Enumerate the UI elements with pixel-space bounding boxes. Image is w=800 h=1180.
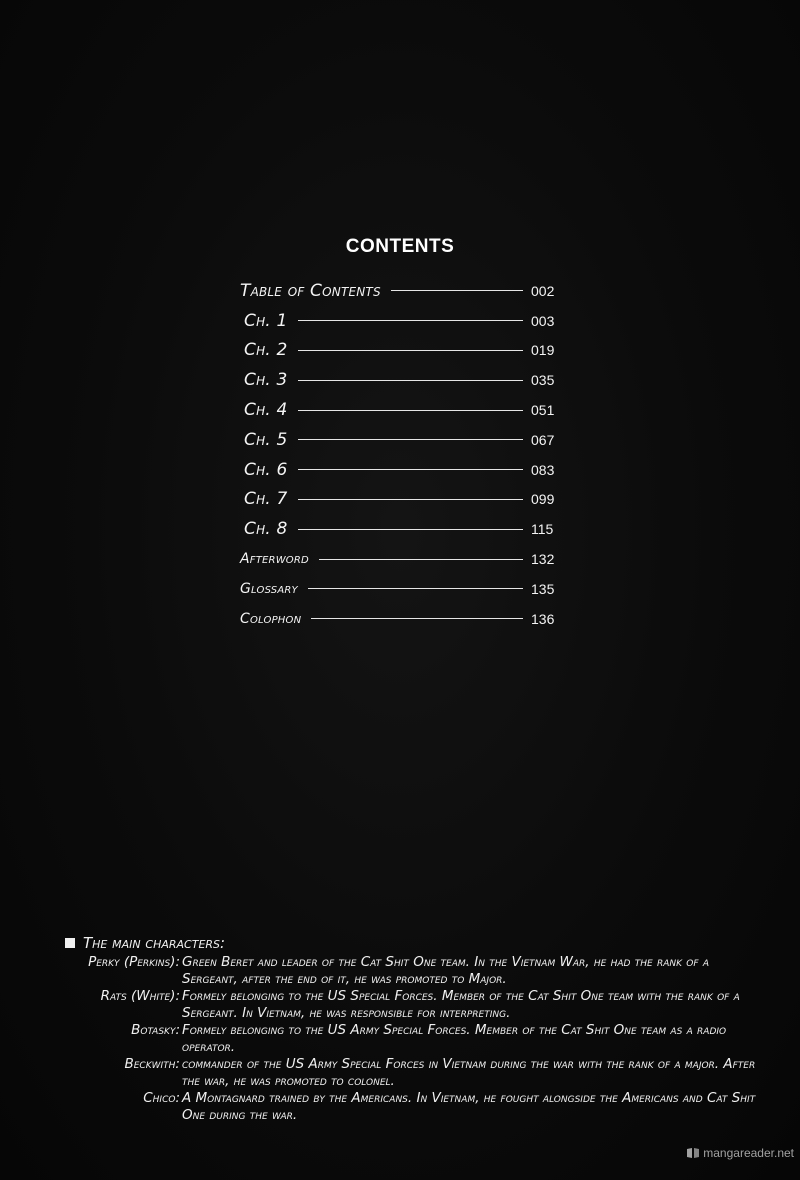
toc-entry-label: Ch. 2 (244, 340, 288, 361)
character-name: Rats (White): (100, 988, 180, 1004)
toc-entry-page: 051 (531, 402, 555, 419)
toc-entry-label: Ch. 3 (244, 370, 288, 391)
main-characters-section (60, 932, 780, 1124)
toc-leader-line (319, 559, 523, 560)
toc-leader-line (298, 380, 523, 381)
character-description: Formely belonging to the US Army Special Forces. Member of the Cat Shit One team as a radio operator. (182, 1022, 727, 1055)
characters-heading-text: The main characters: (83, 933, 226, 952)
toc-leader-line (298, 350, 523, 351)
character-description: Formely belonging to the US Special Forces. Member of the Cat Shit One team with the rank of a Sergeant. In Vietnam, he was responsible for interpreting. (182, 988, 740, 1021)
character-entry (60, 988, 780, 1022)
characters-heading (65, 932, 780, 954)
watermark[interactable] (686, 1146, 794, 1160)
toc-entry (240, 574, 565, 604)
character-name: Perky (Perkins): (88, 954, 180, 970)
character-list (60, 954, 780, 1124)
toc-entry-page: 002 (531, 282, 555, 299)
toc-entry (240, 455, 565, 485)
toc-entry (240, 604, 565, 634)
toc-entry-page: 132 (531, 551, 555, 568)
toc-entry (240, 306, 565, 336)
toc-entry-label: Afterword (240, 551, 309, 568)
toc-leader-line (298, 320, 523, 321)
toc-entry (240, 485, 565, 515)
square-bullet-icon (65, 938, 75, 948)
character-description: A Montagnard trained by the Americans. In Vietnam, he fought alongside the Americans and Cat Shit One during the war. (182, 1090, 756, 1123)
toc-entry (240, 425, 565, 455)
character-entry (60, 954, 780, 988)
character-description: Green Beret and leader of the Cat Shit One team. In the Vietnam War, he had the rank of a Sergeant, after the end of it, he was promoted to Major. (182, 954, 710, 987)
toc-entry-label: Glossary (240, 580, 298, 597)
contents-title: CONTENTS (345, 236, 455, 257)
toc-entry-label: Ch. 8 (244, 519, 288, 540)
toc-entry-page: 035 (531, 372, 555, 389)
reader-logo-icon (686, 1147, 700, 1159)
toc-entry-label: Ch. 6 (244, 459, 288, 480)
table-of-contents (240, 276, 565, 634)
toc-entry (240, 395, 565, 425)
toc-leader-line (298, 529, 523, 530)
toc-entry (240, 365, 565, 395)
toc-entry (240, 514, 565, 544)
toc-leader-line (391, 290, 523, 291)
toc-entry-page: 099 (531, 491, 555, 508)
toc-entry-label: Ch. 5 (244, 429, 288, 450)
toc-entry (240, 544, 565, 574)
toc-entry-page: 135 (531, 580, 555, 597)
toc-leader-line (308, 588, 523, 589)
character-description: commander of the US Army Special Forces in Vietnam during the war with the rank of a major. After the war, he was promoted to colonel. (182, 1056, 756, 1089)
character-entry (60, 1056, 780, 1090)
toc-leader-line (298, 439, 523, 440)
toc-entry (240, 276, 565, 306)
toc-entry-page: 067 (531, 431, 555, 448)
toc-entry (240, 336, 565, 366)
watermark-text: mangareader.net (703, 1146, 794, 1160)
character-entry (60, 1022, 780, 1056)
toc-entry-label: Table of Contents (240, 280, 381, 301)
character-name: Botasky: (131, 1022, 180, 1038)
toc-entry-page: 115 (531, 521, 554, 538)
toc-leader-line (298, 469, 523, 470)
character-name: Beckwith: (124, 1056, 180, 1072)
character-entry (60, 1090, 780, 1124)
toc-entry-page: 136 (531, 610, 555, 627)
toc-leader-line (311, 618, 523, 619)
toc-entry-label: Ch. 7 (244, 489, 288, 510)
toc-entry-page: 003 (531, 312, 555, 329)
toc-entry-label: Ch. 4 (244, 400, 288, 421)
toc-leader-line (298, 499, 523, 500)
toc-entry-page: 019 (531, 342, 555, 359)
toc-entry-label: Ch. 1 (244, 310, 288, 331)
toc-entry-label: Colophon (240, 610, 302, 627)
toc-leader-line (298, 410, 523, 411)
toc-entry-page: 083 (531, 461, 555, 478)
character-name: Chico: (143, 1090, 180, 1106)
